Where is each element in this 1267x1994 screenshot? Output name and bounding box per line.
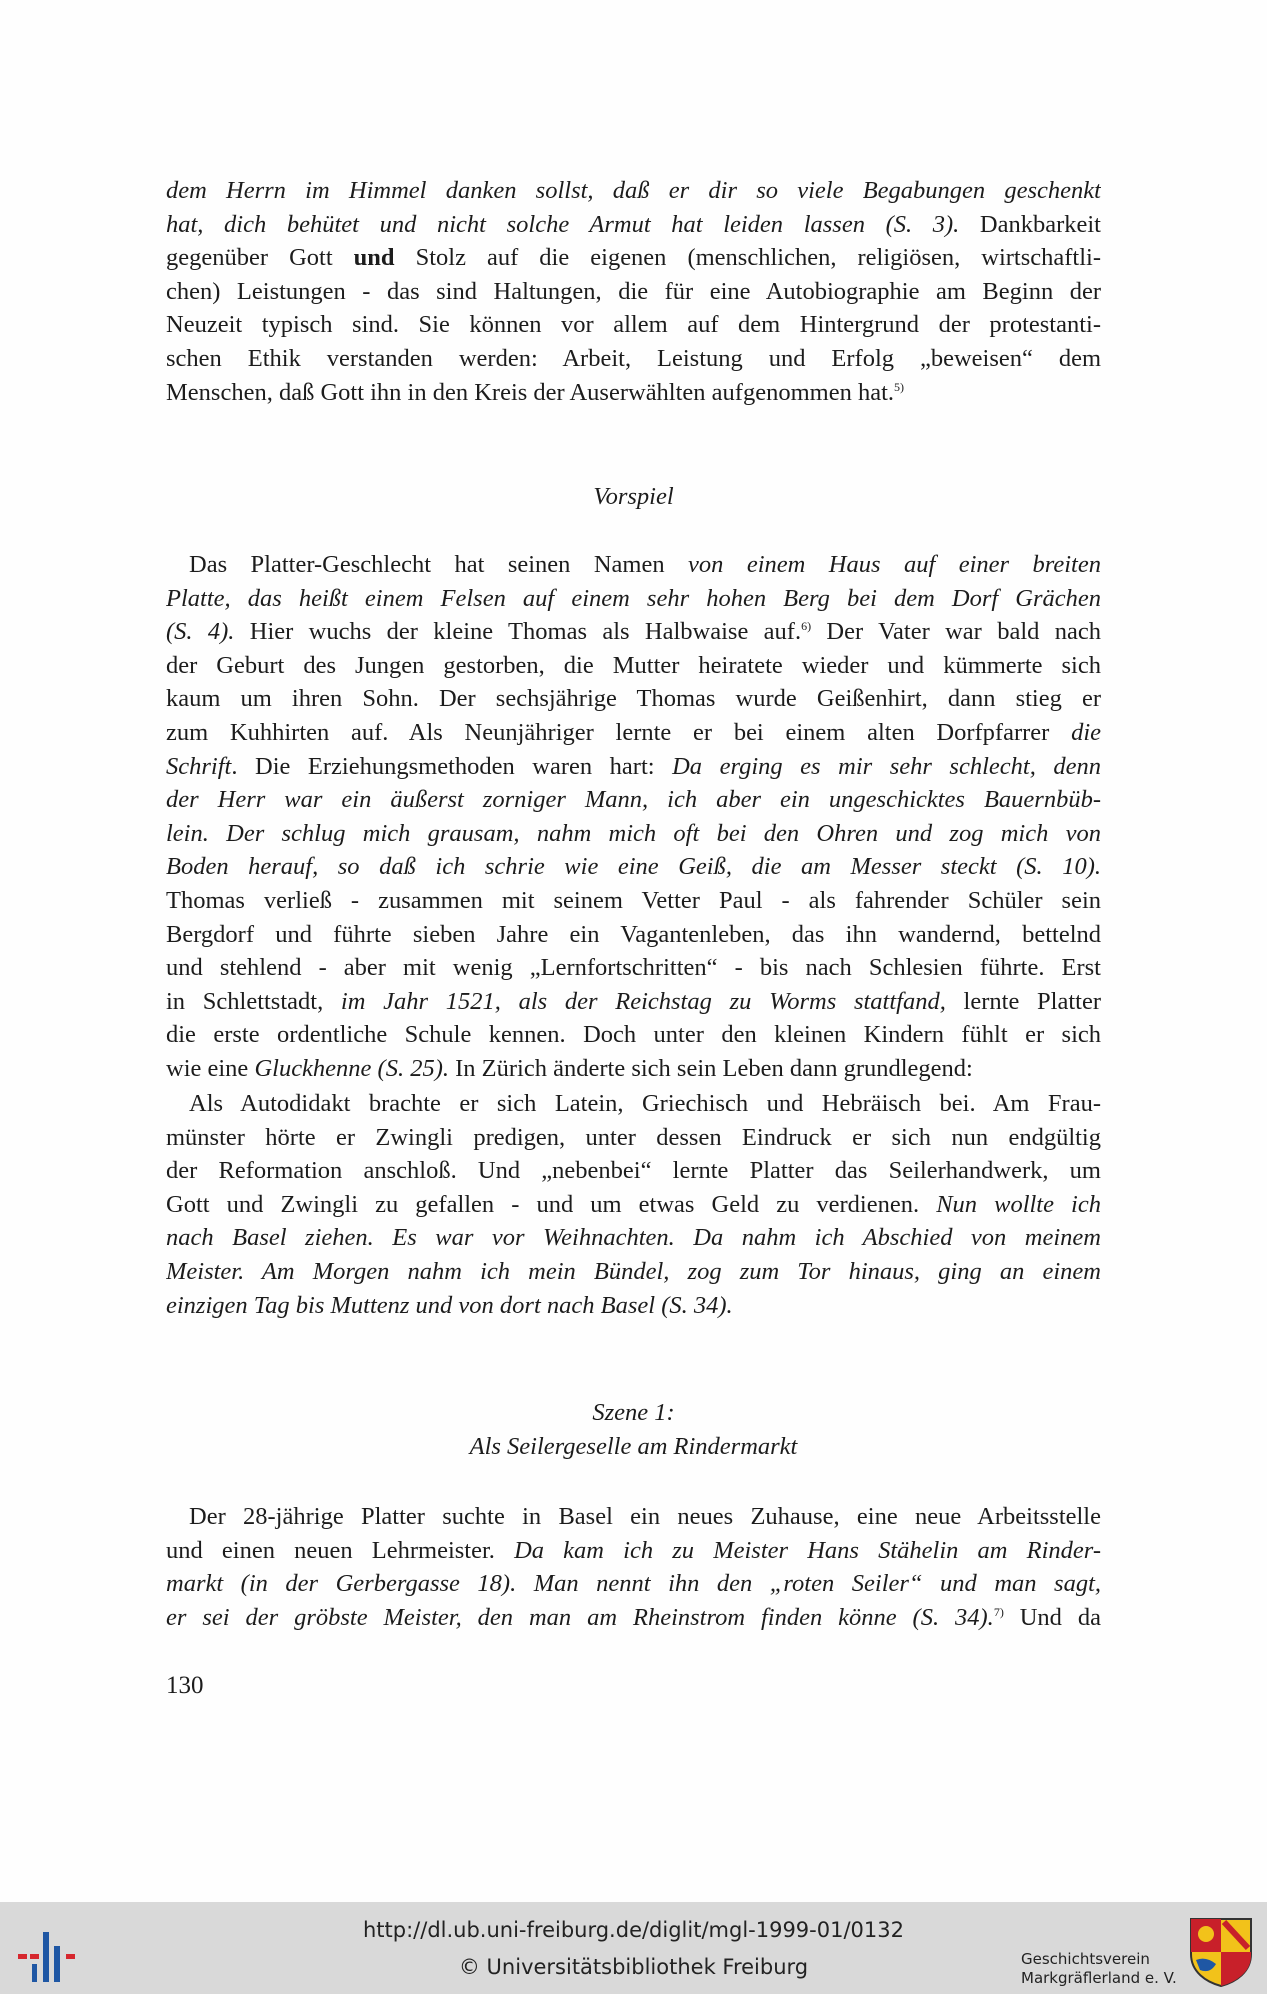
text-line — [166, 548, 1101, 582]
text-line — [166, 1121, 1101, 1155]
text-line — [166, 1534, 1101, 1568]
text-segment: markt (in der Gerbergasse 18). Man nennt ihn den „roten Seiler“ und man sagt, — [166, 1570, 1101, 1598]
text-segment: Schrift — [166, 752, 232, 780]
text-segment: die erste ordentliche Schule kennen. Doch unter den kleinen Kindern fühlt er sich — [166, 1021, 1101, 1049]
footer-bar — [0, 1902, 1267, 1994]
text-segment: Platte, das heißt einem Felsen auf einem sehr hohen Berg bei dem Dorf Grächen — [166, 584, 1101, 612]
text-segment: Nun wollte ich — [936, 1190, 1101, 1218]
text-segment: Und da — [1003, 1603, 1101, 1631]
text-segment: (S. 4). — [166, 618, 235, 646]
text-line — [166, 682, 1101, 716]
text-segment: gegenüber Gott — [166, 244, 354, 272]
text-segment: Als Autodidakt brachte er sich Latein, Griechisch und Hebräisch bei. Am Frau- — [189, 1090, 1101, 1117]
footnote-marker: 5) — [894, 379, 905, 394]
text-segment: Stolz auf die eigenen (menschlichen, religiösen, wirtschaftli- — [394, 244, 1101, 272]
paragraph-4 — [166, 1500, 1101, 1634]
text-segment: in Schlettstadt, — [166, 987, 341, 1015]
text-line — [166, 985, 1101, 1019]
text-line — [166, 582, 1101, 616]
coat-of-arms-icon — [1188, 1916, 1254, 1988]
text-segment: dem Herrn im Himmel danken sollst, daß er dir so viele Begabungen geschenkt — [166, 177, 1101, 204]
footer-org-line-2: Markgräflerland e. V. — [1021, 1969, 1177, 1987]
paragraph-3 — [166, 1087, 1101, 1322]
text-line — [166, 1018, 1101, 1052]
text-segment: Der 28-jährige Platter suchte in Basel ein neues Zuhause, eine neue Arbeitsstelle — [189, 1503, 1101, 1530]
text-line — [166, 275, 1101, 309]
section-heading-vorspiel: Vorspiel — [593, 483, 674, 510]
footer-organization — [1021, 1950, 1177, 1988]
text-segment: Bergdorf und führte sieben Jahre ein Vagantenleben, das ihn wandernd, bettelnd — [166, 920, 1101, 948]
text-line — [166, 1255, 1101, 1289]
footnote-marker: 6) — [801, 619, 812, 634]
text-segment: im Jahr 1521, als der Reichstag zu Worms stattfand, — [340, 987, 946, 1015]
text-segment: Meister. Am Morgen nahm ich mein Bündel, zog zum Tor hinaus, ging an einem — [166, 1257, 1101, 1285]
text-line — [166, 884, 1101, 918]
text-line — [166, 1601, 1101, 1635]
text-segment: Boden herauf, so daß ich schrie wie eine Geiß, die am Messer steckt (S. 10). — [166, 853, 1101, 881]
text-line — [166, 1154, 1101, 1188]
text-segment: die — [1071, 718, 1101, 746]
text-segment: lein. Der schlug mich grausam, nahm mich oft bei den Ohren und zog mich von — [166, 819, 1101, 847]
text-line — [166, 817, 1101, 851]
section-subheading-szene-1: Als Seilergeselle am Rindermarkt — [469, 1433, 798, 1460]
text-line — [166, 342, 1101, 376]
text-segment: nach Basel ziehen. Es war vor Weihnachten. Da nahm ich Abschied von meinem — [166, 1224, 1101, 1252]
text-segment: Gott und Zwingli zu gefallen - und um etwas Geld zu verdienen. — [166, 1190, 937, 1218]
text-segment: schen Ethik verstanden werden: Arbeit, Leistung und Erfolg „beweisen“ dem — [166, 344, 1101, 372]
text-segment: Neuzeit typisch sind. Sie können vor allem auf dem Hintergrund der protestanti- — [166, 311, 1101, 339]
text-line — [166, 649, 1101, 683]
text-segment: zum Kuhhirten auf. Als Neunjähriger lernte er bei einem alten Dorfpfarrer — [166, 718, 1072, 746]
text-segment: münster hörte er Zwingli predigen, unter dessen Eindruck er sich nun endgültig — [166, 1123, 1101, 1151]
text-segment: Menschen, daß Gott ihn in den Kreis der Auserwählten aufgenommen hat. — [166, 378, 895, 406]
footer-copyright: © Universitätsbibliothek Freiburg — [458, 1955, 809, 1979]
text-line — [166, 716, 1101, 750]
text-segment: chen) Leistungen - das sind Haltungen, die für eine Autobiographie am Beginn der — [166, 277, 1101, 305]
text-segment: kaum um ihren Sohn. Der sechsjährige Thomas wurde Geißenhirt, dann stieg er — [166, 685, 1101, 713]
text-line — [166, 850, 1101, 884]
text-line — [166, 1500, 1101, 1534]
text-segment: . Die Erziehungsmethoden waren hart: — [231, 752, 673, 780]
text-segment: und einen neuen Lehrmeister. — [166, 1536, 515, 1564]
text-segment: und stehlend - aber mit wenig „Lernfortschritten“ - bis nach Schlesien führte. Erst — [166, 954, 1101, 982]
footer-org-line-1: Geschichtsverein — [1021, 1950, 1150, 1968]
text-line — [166, 208, 1101, 242]
text-line — [166, 1567, 1101, 1601]
text-segment: Hier wuchs der kleine Thomas als Halbwaise auf. — [234, 618, 802, 646]
page-number: 130 — [166, 1672, 204, 1699]
text-line — [166, 1087, 1101, 1121]
text-segment: Der Vater war bald nach — [811, 618, 1101, 646]
text-segment: In Zürich änderte sich sein Leben dann grundlegend: — [449, 1054, 973, 1082]
text-segment: einzigen Tag bis Muttenz und von dort nach Basel (S. 34). — [166, 1291, 733, 1319]
text-segment: Das Platter-Geschlecht hat seinen Namen — [189, 551, 689, 578]
text-line — [166, 615, 1101, 649]
text-segment: der Herr war ein äußerst zorniger Mann, ich aber ein ungeschicktes Bauernbüb- — [166, 786, 1101, 814]
text-line — [166, 376, 1101, 410]
text-segment: lernte Platter — [945, 987, 1101, 1015]
text-line — [166, 308, 1101, 342]
text-line — [166, 918, 1101, 952]
text-line — [166, 241, 1101, 275]
text-segment: Da kam ich zu Meister Hans Stähelin am Rinder- — [514, 1536, 1101, 1564]
paragraph-2 — [166, 548, 1101, 1086]
text-segment: Dankbarkeit — [959, 210, 1101, 238]
text-line — [166, 1188, 1101, 1222]
text-segment: wie eine — [166, 1054, 255, 1082]
text-segment: der Geburt des Jungen gestorben, die Mutter heiratete wieder und kümmerte sich — [166, 651, 1101, 679]
text-line — [166, 1289, 1101, 1323]
text-segment: und — [353, 244, 395, 272]
text-line — [166, 783, 1101, 817]
text-segment: Gluckhenne (S. 25). — [254, 1054, 450, 1082]
text-line — [166, 1052, 1101, 1086]
footnote-marker: 7) — [993, 1604, 1004, 1619]
text-segment: hat, dich behütet und nicht solche Armut hat leiden lassen (S. 3). — [166, 210, 960, 238]
text-line — [166, 174, 1101, 208]
text-segment: Thomas verließ - zusammen mit seinem Vetter Paul - als fahrender Schüler sein — [166, 886, 1101, 914]
text-segment: von einem Haus auf einer breiten — [688, 551, 1101, 578]
text-segment: Da erging es mir sehr schlecht, denn — [672, 752, 1101, 780]
text-segment: er sei der gröbste Meister, den man am Rheinstrom finden könne (S. 34). — [166, 1603, 994, 1631]
text-line — [166, 750, 1101, 784]
text-line — [166, 951, 1101, 985]
section-heading-szene-1: Szene 1: — [592, 1399, 675, 1426]
footer-url-link[interactable]: http://dl.ub.uni-freiburg.de/diglit/mgl-1999-01/0132 — [362, 1918, 904, 1942]
paragraph-1 — [166, 174, 1101, 409]
text-segment: der Reformation anschloß. Und „nebenbei“ lernte Platter das Seilerhandwerk, um — [166, 1157, 1101, 1185]
text-line — [166, 1221, 1101, 1255]
